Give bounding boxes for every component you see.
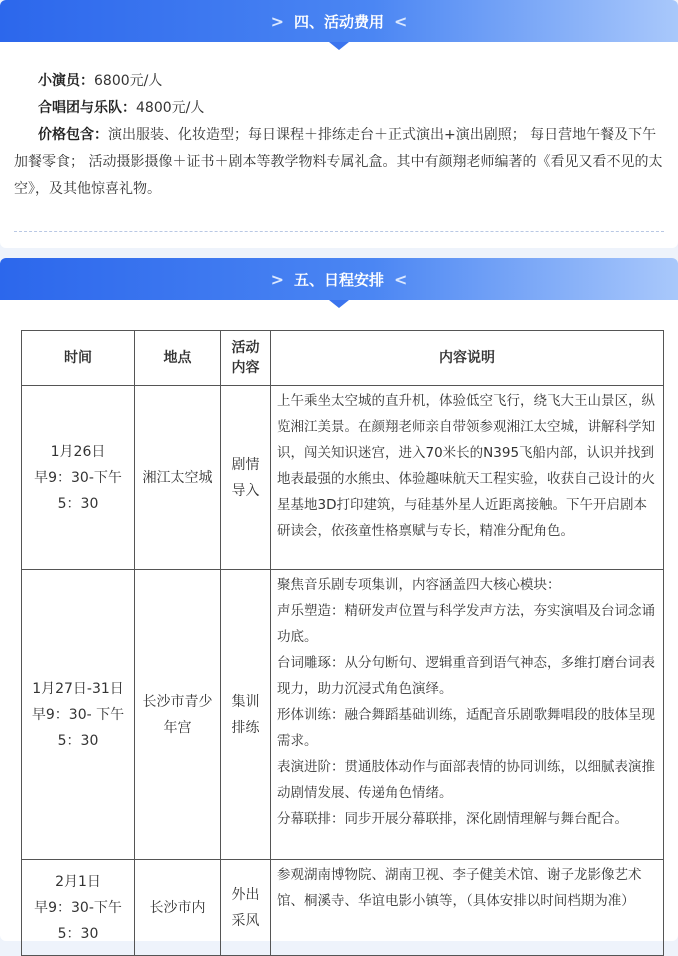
fee-line-actor xyxy=(14,68,664,95)
description-paragraph: 声乐塑造：精研发声位置与科学发声方法，夯实演唱及台词念诵功底。 xyxy=(277,603,655,645)
fees-card xyxy=(0,0,678,248)
fees-section-title: 四、活动费用 xyxy=(293,12,384,31)
chevron-left-icon: < xyxy=(394,11,408,31)
chevron-left-icon: < xyxy=(394,269,408,289)
description-paragraph: 聚焦音乐剧专项集训，内容涵盖四大核心模块： xyxy=(277,577,561,593)
fee-includes xyxy=(14,122,664,203)
fee-includes-label: 价格包含： xyxy=(38,127,108,143)
row-description xyxy=(271,570,664,860)
fee-label: 合唱团与乐队： xyxy=(38,100,136,116)
row-description xyxy=(271,860,664,956)
table-row xyxy=(22,860,664,956)
fee-includes-text: 演出服装、化妆造型；每日课程＋排练走台＋正式演出+演出剧照； 每日营地午餐及下午加餐零食； 活动摄影摄像＋证书＋剧本等教学物料专属礼盒。其中有颜翔老师编著的《看见又看不见的太空》，及其他惊喜礼物。 xyxy=(14,127,663,197)
fee-value: 4800元/人 xyxy=(136,100,205,116)
description-paragraph: 台词雕琢：从分句断句、逻辑重音到语气神态，多维打磨台词表现力，助力沉浸式角色演绎。 xyxy=(277,655,655,697)
row-time: 1月26日 早9：30-下午5：30 xyxy=(22,386,135,570)
column-header-description: 内容说明 xyxy=(271,331,664,386)
fees-body xyxy=(0,42,678,203)
description-paragraph: 分幕联排：同步开展分幕联排，深化剧情理解与舞台配合。 xyxy=(277,811,628,827)
column-header-time: 时间 xyxy=(22,331,135,386)
fee-label: 小演员： xyxy=(38,73,94,89)
chevron-right-icon: > xyxy=(270,269,284,289)
schedule-section-header xyxy=(0,258,678,300)
row-time: 1月27日-31日早9：30- 下午5：30 xyxy=(22,570,135,860)
description-paragraph: 形体训练：融合舞蹈基础训练，适配音乐剧歌舞唱段的肢体呈现需求。 xyxy=(277,707,655,749)
row-activity: 集训排练 xyxy=(221,570,271,860)
row-activity: 外出采风 xyxy=(221,860,271,956)
schedule-table xyxy=(21,330,664,956)
row-place: 湘江太空城 xyxy=(135,386,221,570)
description-paragraph: 上午乘坐太空城的直升机，体验低空飞行，绕飞大王山景区，纵览湘江美景。在颜翔老师亲自带领参观湘江太空城，讲解科学知识，闯关知识迷宫，进入70米长的N395飞船内部，认识并找到地表最强的水熊虫、体验趣味航天工程实验，收获自己设计的火星基地3D打印建筑，与硅基外星人近距离接触。下午开启剧本研读会，依孩童性格禀赋与专长，精准分配角色。 xyxy=(277,393,655,539)
fees-section-header xyxy=(0,0,678,42)
row-place: 长沙市内 xyxy=(135,860,221,956)
schedule-card xyxy=(0,258,678,941)
fee-value: 6800元/人 xyxy=(94,73,163,89)
row-time: 2月1日 早9：30-下午5：30 xyxy=(22,860,135,956)
table-row xyxy=(22,386,664,570)
dashed-divider xyxy=(14,231,664,232)
description-paragraph: 参观湖南博物院、湖南卫视、李子健美术馆、谢子龙影像艺术馆、桐溪寺、华谊电影小镇等，（具体安排以时间档期为准） xyxy=(277,867,642,909)
chevron-right-icon: > xyxy=(270,11,284,31)
column-header-place: 地点 xyxy=(135,331,221,386)
row-description xyxy=(271,386,664,570)
fee-line-choir xyxy=(14,95,664,122)
table-header-row xyxy=(22,331,664,386)
row-place: 长沙市青少年宫 xyxy=(135,570,221,860)
description-paragraph: 表演进阶：贯通肢体动作与面部表情的协同训练，以细腻表演推动剧情发展、传递角色情绪。 xyxy=(277,759,655,801)
column-header-activity: 活动内容 xyxy=(221,331,271,386)
row-activity: 剧情导入 xyxy=(221,386,271,570)
table-row xyxy=(22,570,664,860)
schedule-section-title: 五、日程安排 xyxy=(293,270,384,289)
